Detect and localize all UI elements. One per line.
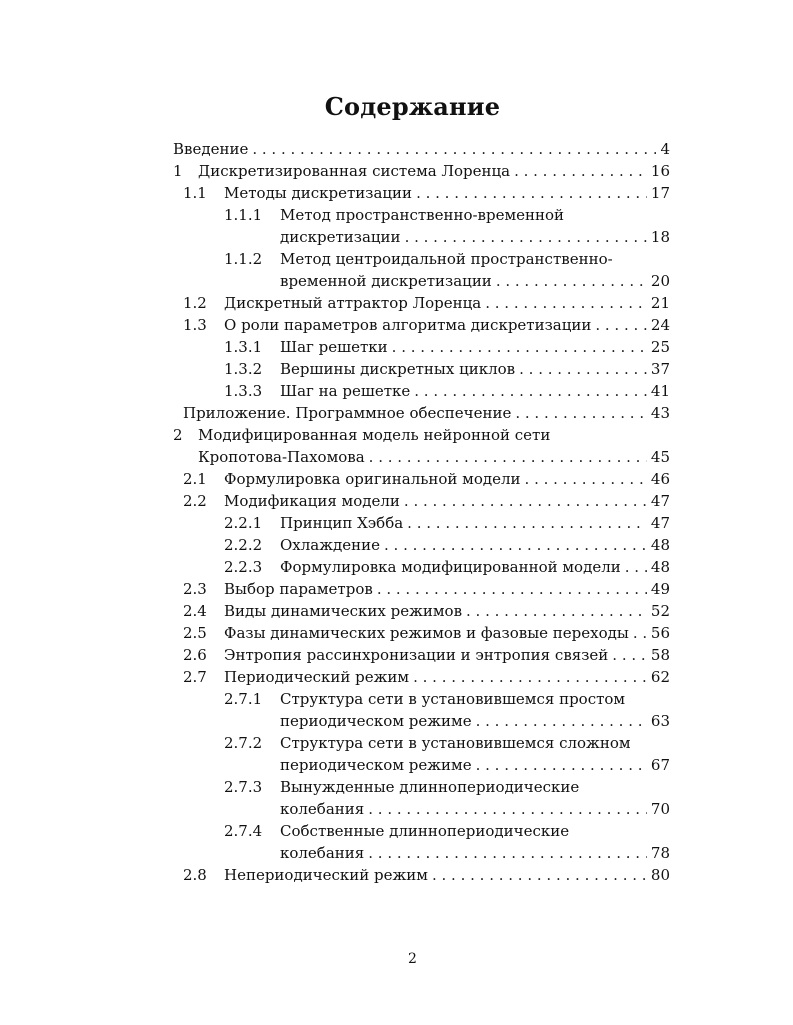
toc-entry-number: 2.7.4 — [224, 822, 263, 840]
toc-entry — [173, 424, 670, 446]
toc-entry — [173, 138, 670, 160]
toc-entry-title-cont: дискретизации — [280, 228, 401, 246]
toc-entry-page: 80 — [650, 866, 670, 884]
toc-entry-continuation — [280, 798, 670, 820]
toc-entry-title: Структура сети в установившемся сложном — [280, 734, 631, 752]
toc-entry-page: 52 — [650, 602, 670, 620]
toc-entry-title: Введение — [173, 140, 249, 158]
toc-entry-title: О роли параметров алгоритма дискретизации — [224, 316, 592, 334]
toc-entry — [224, 336, 670, 358]
toc-leader-dots — [476, 710, 647, 732]
toc-leader-dots — [368, 842, 647, 864]
toc-entry-title: Шаг на решетке — [280, 382, 411, 400]
toc-entry — [224, 776, 670, 798]
toc-entry — [224, 820, 670, 842]
toc-entry — [183, 644, 670, 666]
toc-entry — [183, 600, 670, 622]
toc-entry-page: 18 — [650, 228, 670, 246]
toc-entry — [224, 534, 670, 556]
toc-entry-page: 56 — [650, 624, 670, 642]
toc-leader-dots — [252, 138, 656, 160]
toc-entry — [224, 732, 670, 754]
toc-leader-dots — [413, 666, 647, 688]
toc-entry-page: 47 — [650, 514, 670, 532]
toc-entry — [183, 468, 670, 490]
toc-entry-number: 2.5 — [183, 624, 207, 642]
toc-entry-continuation — [280, 754, 670, 776]
toc-entry-title: Метод пространственно-временной — [280, 206, 565, 224]
toc-entry-continuation — [280, 226, 670, 248]
toc-entry-page: 70 — [650, 800, 670, 818]
toc-entry-number: 2.4 — [183, 602, 207, 620]
page-number: 2 — [408, 951, 417, 967]
toc-entry-page: 43 — [650, 404, 670, 422]
toc-entry-page: 16 — [650, 162, 670, 180]
toc-entry-page: 37 — [650, 360, 670, 378]
toc-entry-number: 1 — [173, 162, 183, 180]
toc-entry-continuation — [280, 710, 670, 732]
toc-entry — [183, 402, 670, 424]
toc-entry — [183, 666, 670, 688]
toc-leader-dots — [519, 358, 647, 380]
toc-leader-dots — [515, 402, 647, 424]
toc-entry-page: 41 — [650, 382, 670, 400]
toc-leader-dots — [384, 534, 647, 556]
toc-entry-number: 1.3 — [183, 316, 207, 334]
toc-entry-continuation — [198, 446, 670, 468]
toc-entry-number: 2 — [173, 426, 183, 444]
toc-entry-number: 2.7.1 — [224, 690, 263, 708]
toc-entry-title: Формулировка модифицированной модели — [280, 558, 621, 576]
toc-entry-title-cont: временной дискретизации — [280, 272, 492, 290]
toc-entry-page: 58 — [650, 646, 670, 664]
toc-entry-page: 17 — [650, 184, 670, 202]
toc-entry-page: 48 — [650, 558, 670, 576]
toc-entry — [183, 292, 670, 314]
toc-entry-title: Охлаждение — [280, 536, 381, 554]
toc-entry — [224, 204, 670, 226]
toc-entry-number: 1.3.3 — [224, 382, 263, 400]
toc-entry-continuation — [280, 270, 670, 292]
toc-entry-number: 2.6 — [183, 646, 207, 664]
toc-entry-number: 2.7 — [183, 668, 207, 686]
toc-leader-dots — [432, 864, 647, 886]
toc-leader-dots — [407, 512, 647, 534]
toc-entry-title: Собственные длиннопериодические — [280, 822, 570, 840]
toc-entry-page: 49 — [650, 580, 670, 598]
toc-leader-dots — [476, 754, 647, 776]
toc-entry — [183, 622, 670, 644]
toc-entry-number: 2.2 — [183, 492, 207, 510]
toc-entry-page: 63 — [650, 712, 670, 730]
toc-entry-title-cont: колебания — [280, 800, 365, 818]
toc-entry-page: 24 — [650, 316, 670, 334]
toc-entry-title: Формулировка оригинальной модели — [224, 470, 521, 488]
toc-entry-number: 2.2.1 — [224, 514, 263, 532]
toc-entry-title: Выбор параметров — [224, 580, 373, 598]
toc-entry-number: 2.3 — [183, 580, 207, 598]
toc-entry-title-cont: колебания — [280, 844, 365, 862]
toc-entry-page: 21 — [650, 294, 670, 312]
toc-leader-dots — [466, 600, 647, 622]
toc-entry-title: Вершины дискретных циклов — [280, 360, 516, 378]
toc-entry-number: 2.8 — [183, 866, 207, 884]
toc-leader-dots — [612, 644, 647, 666]
toc-leader-dots — [392, 336, 647, 358]
toc-leader-dots — [404, 490, 647, 512]
toc-entry-title: Непериодический режим — [224, 866, 428, 884]
toc-entry-title: Методы дискретизации — [224, 184, 413, 202]
toc-entry-page: 48 — [650, 536, 670, 554]
toc-entry-number: 2.7.2 — [224, 734, 263, 752]
toc-entry-number: 1.2 — [183, 294, 207, 312]
toc-entry — [224, 556, 670, 578]
toc-entry — [173, 160, 670, 182]
toc-entry-number: 1.1.2 — [224, 250, 263, 268]
toc-entry — [224, 512, 670, 534]
toc-entry-title: Метод центроидальной пространственно- — [280, 250, 613, 268]
toc-entry-page: 67 — [650, 756, 670, 774]
toc-leader-dots — [485, 292, 647, 314]
toc-entry-page: 62 — [650, 668, 670, 686]
toc-entry — [183, 490, 670, 512]
toc-leader-dots — [595, 314, 647, 336]
toc-entry — [183, 864, 670, 886]
toc-entry-title: Дискретный аттрактор Лоренца — [224, 294, 482, 312]
toc-entry-continuation — [280, 842, 670, 864]
toc-entry — [224, 358, 670, 380]
toc-leader-dots — [414, 380, 647, 402]
toc-entry — [224, 248, 670, 270]
toc-entry-title: Модификация модели — [224, 492, 400, 510]
toc-leader-dots — [369, 446, 647, 468]
toc-entry — [224, 380, 670, 402]
toc-leader-dots — [525, 468, 647, 490]
toc-entry-title: Модифицированная модель нейронной сети — [198, 426, 551, 444]
toc-entry-title-cont: периодическом режиме — [280, 712, 472, 730]
toc-entry-title: Периодический режим — [224, 668, 410, 686]
toc-leader-dots — [496, 270, 647, 292]
toc-entry-title: Приложение. Программное обеспечение — [183, 404, 512, 422]
toc-entry-title-cont: Кропотова-Пахомова — [198, 448, 365, 466]
page-title: Содержание — [324, 92, 501, 121]
toc-leader-dots — [633, 622, 647, 644]
toc-entry-number: 1.1 — [183, 184, 207, 202]
toc-entry-page: 46 — [650, 470, 670, 488]
toc-entry-number: 1.3.2 — [224, 360, 263, 378]
toc-entry-title: Энтропия рассинхронизации и энтропия связей — [224, 646, 609, 664]
toc-entry-title: Виды динамических режимов — [224, 602, 463, 620]
toc-entry-number: 2.7.3 — [224, 778, 263, 796]
toc-entry-number: 1.3.1 — [224, 338, 263, 356]
toc-entry-page: 47 — [650, 492, 670, 510]
toc-leader-dots — [368, 798, 647, 820]
toc-entry-page: 25 — [650, 338, 670, 356]
toc-entry — [183, 314, 670, 336]
toc-entry-title: Фазы динамических режимов и фазовые переходы — [224, 624, 629, 642]
toc-entry-page: 45 — [650, 448, 670, 466]
toc-entry — [224, 688, 670, 710]
toc-entry-title: Структура сети в установившемся простом — [280, 690, 626, 708]
toc-leader-dots — [625, 556, 647, 578]
toc-entry-page: 20 — [650, 272, 670, 290]
toc-leader-dots — [377, 578, 647, 600]
toc-entry — [183, 578, 670, 600]
toc-entry-title: Дискретизированная система Лоренца — [198, 162, 511, 180]
toc-entry-title: Шаг решетки — [280, 338, 388, 356]
toc-entry — [183, 182, 670, 204]
toc-entry-page: 4 — [660, 140, 670, 158]
toc-entry-number: 2.2.2 — [224, 536, 263, 554]
toc-entry-title: Вынужденные длиннопериодические — [280, 778, 580, 796]
toc-entry-title-cont: периодическом режиме — [280, 756, 472, 774]
toc-entry-number: 2.2.3 — [224, 558, 263, 576]
toc-entry-number: 2.1 — [183, 470, 207, 488]
toc-leader-dots — [416, 182, 647, 204]
toc-entry-page: 78 — [650, 844, 670, 862]
toc-entry-title: Принцип Хэбба — [280, 514, 404, 532]
toc-leader-dots — [514, 160, 647, 182]
toc-leader-dots — [405, 226, 647, 248]
toc-entry-number: 1.1.1 — [224, 206, 263, 224]
